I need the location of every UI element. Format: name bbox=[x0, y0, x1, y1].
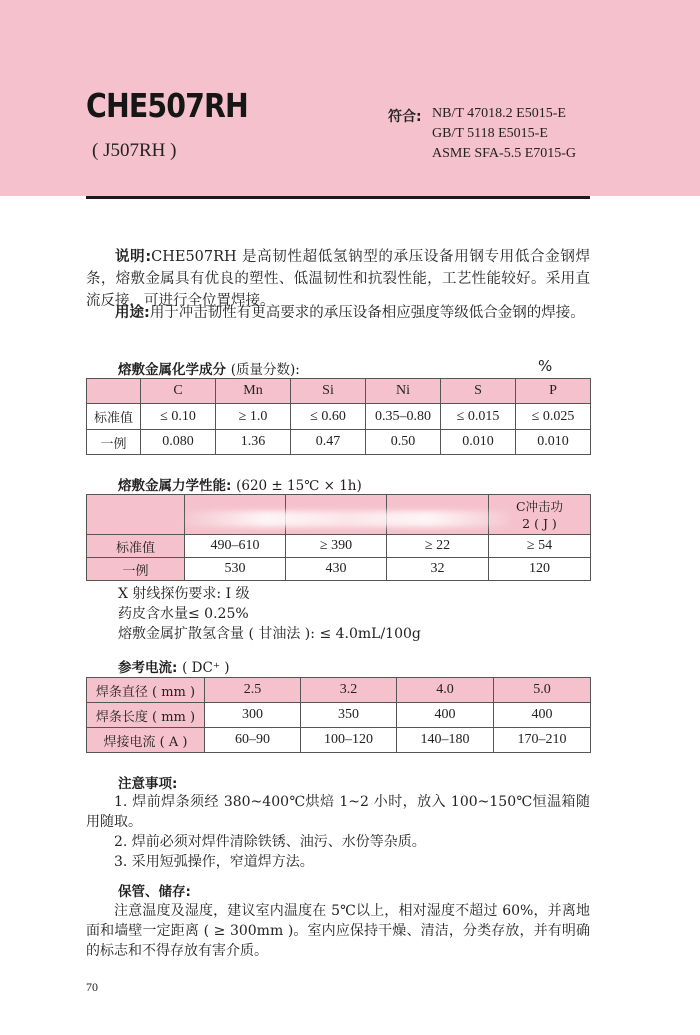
mech-section-title bbox=[118, 474, 362, 494]
note-item: 1. 焊前焊条须经 380~400℃烘焙 1~2 小时，放入 100~150℃恒温箱随用随取。 bbox=[86, 794, 590, 830]
header-band bbox=[0, 0, 700, 196]
chem-table bbox=[86, 378, 591, 455]
table-cell: 5.0 bbox=[494, 678, 591, 703]
table-cell: 0.080 bbox=[141, 430, 216, 455]
current-table bbox=[86, 677, 591, 753]
row-label: 焊条直径 ( mm ) bbox=[87, 678, 205, 703]
impact-header-line: 2 ( J ) bbox=[522, 515, 557, 531]
mech-title: 熔敷金属力学性能: bbox=[118, 478, 232, 494]
notes-list bbox=[86, 792, 590, 872]
table-cell: 100–120 bbox=[301, 728, 397, 753]
product-alias: ( J507RH ) bbox=[92, 140, 177, 161]
page-number: 70 bbox=[86, 980, 98, 994]
row-label: 一例 bbox=[87, 558, 185, 581]
table-cell: 400 bbox=[494, 703, 591, 728]
chem-subtitle: (质量分数): bbox=[230, 362, 300, 378]
table-cell: 170–210 bbox=[494, 728, 591, 753]
table-cell: 0.47 bbox=[291, 430, 366, 455]
table-cell: 2.5 bbox=[205, 678, 301, 703]
table-cell: 0.010 bbox=[441, 430, 516, 455]
requirement-line: 药皮含水量≤ 0.25% bbox=[118, 606, 249, 622]
notes-title: 注意事项: bbox=[118, 776, 178, 792]
table-header-cell: Mn bbox=[216, 379, 291, 404]
table-row bbox=[87, 404, 591, 430]
storage-title: 保管、储存: bbox=[118, 884, 191, 900]
table-header-cell: Si bbox=[291, 379, 366, 404]
table-cell: ≤ 0.015 bbox=[441, 404, 516, 430]
product-name: CHE507RH bbox=[86, 86, 248, 125]
table-row bbox=[87, 379, 591, 404]
table-cell: 4.0 bbox=[397, 678, 494, 703]
table-cell bbox=[87, 379, 141, 404]
standard-item: GB/T 5118 E5015-E bbox=[432, 126, 548, 141]
table-cell: 0.35–0.80 bbox=[366, 404, 441, 430]
description-label: 说明: bbox=[115, 249, 152, 265]
blurred-header-overlay bbox=[185, 511, 510, 527]
table-header-cell: C bbox=[141, 379, 216, 404]
table-cell: ≥ 390 bbox=[286, 535, 387, 558]
impact-header-line: C冲击功 bbox=[515, 498, 564, 514]
chem-section-title bbox=[118, 358, 300, 378]
row-label: 焊条长度 ( mm ) bbox=[87, 703, 205, 728]
current-subtitle: ( DC⁺ ) bbox=[182, 660, 230, 676]
note-item: 3. 采用短弧操作，窄道焊方法。 bbox=[114, 854, 314, 870]
table-cell: 300 bbox=[205, 703, 301, 728]
table-cell: ≥ 1.0 bbox=[216, 404, 291, 430]
table-row bbox=[87, 558, 591, 581]
mech-table bbox=[86, 494, 591, 581]
current-section-title bbox=[118, 656, 230, 676]
table-cell: 3.2 bbox=[301, 678, 397, 703]
usage-text: 用于冲击韧性有更高要求的承压设备相应强度等级低合金钢的焊接。 bbox=[149, 305, 585, 321]
requirement-line: 熔敷金属扩散氢含量 ( 甘油法 ): ≤ 4.0mL/100g bbox=[118, 626, 421, 642]
usage-label: 用途: bbox=[115, 305, 150, 321]
row-label: 一例 bbox=[87, 430, 141, 455]
row-label: 焊接电流 ( A ) bbox=[87, 728, 205, 753]
table-cell: 530 bbox=[185, 558, 286, 581]
table-cell: 350 bbox=[301, 703, 397, 728]
table-cell: 140–180 bbox=[397, 728, 494, 753]
table-header-cell: S bbox=[441, 379, 516, 404]
table-cell: 400 bbox=[397, 703, 494, 728]
table-row bbox=[87, 535, 591, 558]
row-label: 标准值 bbox=[87, 535, 185, 558]
table-cell: ≤ 0.025 bbox=[516, 404, 591, 430]
mech-subtitle: (620 ± 15℃ × 1h) bbox=[236, 478, 362, 494]
standards-list bbox=[432, 104, 576, 164]
chem-title: 熔敷金属化学成分 bbox=[118, 362, 226, 378]
header-rule bbox=[86, 196, 590, 199]
table-cell: 1.36 bbox=[216, 430, 291, 455]
chem-unit: % bbox=[538, 357, 553, 375]
current-title: 参考电流: bbox=[118, 660, 178, 676]
table-cell: 60–90 bbox=[205, 728, 301, 753]
table-cell: 120 bbox=[489, 558, 591, 581]
table-row bbox=[87, 703, 591, 728]
row-label: 标准值 bbox=[87, 404, 141, 430]
storage-text: 注意温度及湿度，建议室内温度在 5℃以上，相对湿度不超过 60%，并离地面和墙壁一定距离 ( ≥ 300mm )。室内应保持干燥、清洁，分类存放，并有明确的标志和不得存放有害介质。 bbox=[86, 903, 590, 959]
table-cell: 32 bbox=[387, 558, 489, 581]
table-cell: 0.010 bbox=[516, 430, 591, 455]
table-cell: ≥ 22 bbox=[387, 535, 489, 558]
table-row bbox=[87, 430, 591, 455]
table-header-cell: P bbox=[516, 379, 591, 404]
table-row bbox=[87, 728, 591, 753]
table-cell: ≥ 54 bbox=[489, 535, 591, 558]
table-cell: 430 bbox=[286, 558, 387, 581]
table-header-cell: Ni bbox=[366, 379, 441, 404]
standard-item: ASME SFA-5.5 E7015-G bbox=[432, 146, 577, 161]
table-cell: 0.50 bbox=[366, 430, 441, 455]
standard-item: NB/T 47018.2 E5015-E bbox=[432, 106, 566, 121]
table-cell: 490–610 bbox=[185, 535, 286, 558]
note-item: 2. 焊前必须对焊件清除铁锈、油污、水份等杂质。 bbox=[114, 834, 426, 850]
table-row bbox=[87, 678, 591, 703]
standards-label: 符合: bbox=[388, 109, 422, 125]
extra-requirements bbox=[118, 584, 598, 644]
description-text: CHE507RH 是高韧性超低氢钠型的承压设备用钢专用低合金钢焊条，熔敷金属具有优良的塑性、低温韧性和抗裂性能，工艺性能较好。采用直流反接，可进行全位置焊接。 bbox=[86, 249, 590, 309]
requirement-line: X 射线探伤要求: I 级 bbox=[118, 586, 250, 602]
table-cell: ≤ 0.60 bbox=[291, 404, 366, 430]
usage-paragraph bbox=[86, 302, 590, 324]
table-cell: ≤ 0.10 bbox=[141, 404, 216, 430]
table-header-cell bbox=[87, 495, 185, 535]
